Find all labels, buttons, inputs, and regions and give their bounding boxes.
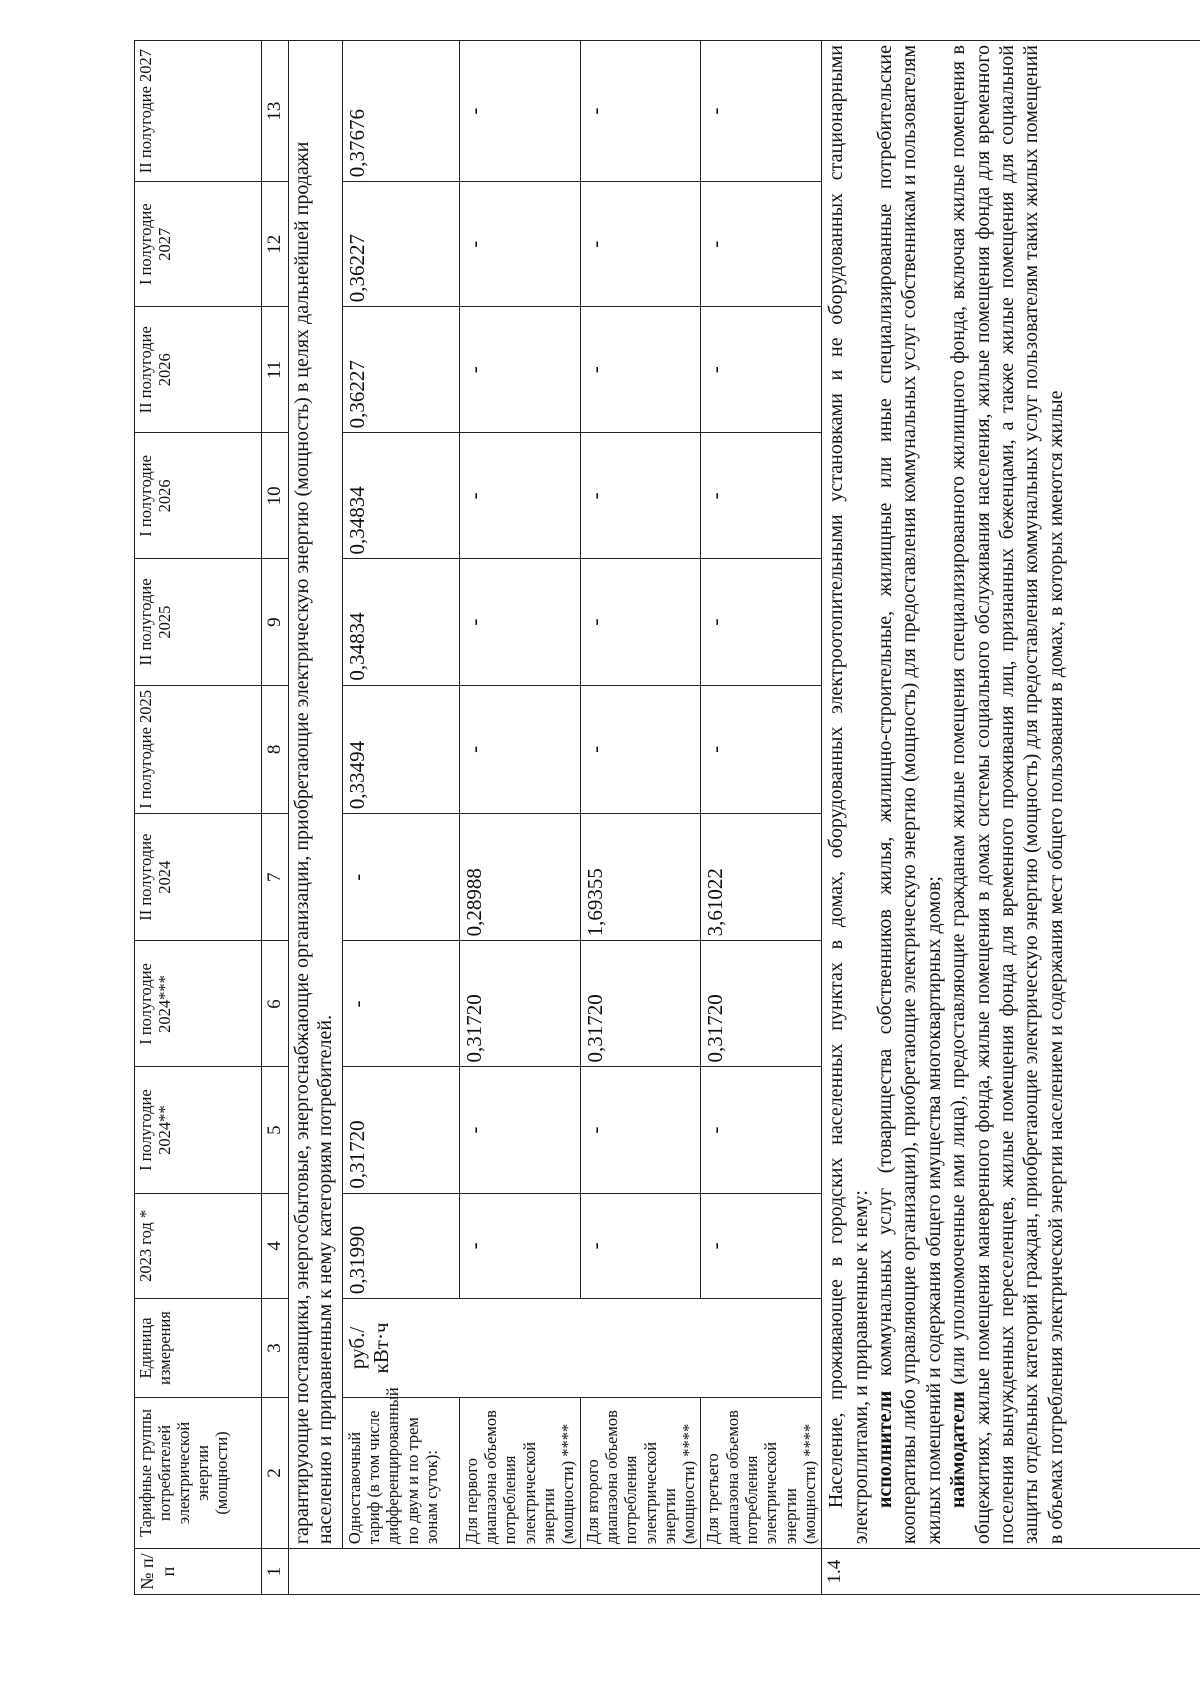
empty-index-cell — [288, 1549, 821, 1595]
value-cell: - — [701, 1067, 822, 1193]
colnum: 4 — [262, 1193, 289, 1299]
value-cell: - — [701, 182, 822, 307]
header-h2-2025: II полугодие 2025 — [135, 559, 262, 685]
value-cell: - — [701, 685, 822, 813]
value-cell: - — [459, 685, 580, 813]
bold-term: наймодатели — [947, 1391, 970, 1509]
header-h2-2024: II полугодие 2024 — [135, 814, 262, 941]
value-cell: - — [459, 41, 580, 182]
colnum: 11 — [262, 307, 289, 433]
row-label: Одноставочный тариф (в том числе дифференцированный по двум и по трем зонам суток): — [342, 1397, 459, 1548]
colnum: 10 — [262, 433, 289, 559]
value-cell: - — [580, 685, 701, 813]
row-label: Для второго диапазона объемов потребления электрической энергии (мощности) **** — [580, 1397, 701, 1548]
value-cell: - — [459, 559, 580, 685]
value-cell: - — [701, 41, 822, 182]
header-unit: Единица измерения — [135, 1299, 262, 1398]
row-index: 1.4 — [822, 1549, 1200, 1595]
header-2023: 2023 год * — [135, 1193, 262, 1299]
bold-term: исполнители — [873, 1390, 896, 1509]
colnum: 8 — [262, 685, 289, 813]
value-cell: 1,69355 — [580, 814, 701, 941]
table-row — [342, 41, 459, 1595]
value-cell: - — [580, 41, 701, 182]
value-cell: - — [342, 814, 459, 941]
value-cell: - — [459, 182, 580, 307]
header-h2-2027: II полугодие 2027 — [135, 41, 262, 182]
paragraph-intro: Население, проживающее в городских населенных пунктах в домах, оборудованных электроотопительными установками и не оборудованных стационарными электроплитами, и приравненные к нему: — [825, 45, 872, 1545]
table-header-row — [135, 41, 262, 1595]
section-heading-row — [288, 41, 342, 1595]
header-h1-2026: I полугодие 2026 — [135, 433, 262, 559]
value-cell: 0,31720 — [342, 1067, 459, 1193]
section-heading: гарантирующие поставщики, энергосбытовые, энергоснабжающие организации, приобретающие электрическую энергию (мощность) в целях дальнейшей продажи населению и приравненным к нему категориям потребителей. — [288, 41, 342, 1549]
value-cell: - — [580, 1067, 701, 1193]
header-h1-2027: I полугодие 2027 — [135, 182, 262, 307]
colnum: 1 — [262, 1549, 289, 1595]
value-cell: - — [701, 559, 822, 685]
value-cell: - — [459, 1193, 580, 1299]
value-cell: 0,34834 — [342, 433, 459, 559]
header-h1-2024a: I полугодие 2024** — [135, 1067, 262, 1193]
value-cell: - — [580, 1193, 701, 1299]
value-cell: 0,31990 — [342, 1193, 459, 1299]
value-cell: 0,28988 — [459, 814, 580, 941]
colnum: 7 — [262, 814, 289, 941]
colnum: 3 — [262, 1299, 289, 1398]
value-cell: - — [701, 1193, 822, 1299]
row-label: Для третьего диапазона объемов потребления электрической энергии (мощности) **** — [701, 1397, 822, 1548]
value-cell: - — [459, 1067, 580, 1193]
paragraph-text: коммунальных услуг (товарищества собственников жилья, жилищно-строительные, жилищные или иные специализированные потребительские кооперативы либо управляющие организации), приобретающие электрическую энергию (мощность) для предоставления коммунальных услуг собственникам и пользователям жилых помещений и содержания общего имущества многоквартирных домов; — [873, 45, 945, 1545]
value-cell: - — [580, 433, 701, 559]
unit-cell: руб./кВт·ч — [342, 1299, 821, 1398]
paragraph-text: (или уполномоченные ими лица), предоставляющие гражданам жилые помещения специализированного жилищного фонда, включая жилые помещения в общежитиях, жилые помещения маневренного фонда, жилые помещения в домах системы социального обслуживания населения, жилые помещения фонда для временного поселения вынужденных переселенцев, жилые помещения фонда для временного проживания лиц, признанных беженцами, а также жилые помещения для социальной защиты отдельных категорий граждан, приобретающие электрическую энергию (мощность) для предоставления коммунальных услуг пользователям таких жилых помещений в объемах потребления электрической энергии населением и содержания мест общего пользования в домах, в которых имеются жилые — [947, 45, 1067, 1545]
header-h1-2024b: I полугодие 2024*** — [135, 941, 262, 1067]
value-cell: - — [342, 941, 459, 1067]
value-cell: - — [459, 307, 580, 433]
header-h2-2026: II полугодие 2026 — [135, 307, 262, 433]
tariff-table — [134, 40, 1200, 1595]
value-cell: 0,36227 — [342, 307, 459, 433]
rotated-table-container — [134, 40, 1200, 1595]
colnum: 9 — [262, 559, 289, 685]
value-cell: 0,31720 — [580, 941, 701, 1067]
value-cell: - — [459, 433, 580, 559]
value-cell: 0,36227 — [342, 182, 459, 307]
value-cell: - — [580, 182, 701, 307]
value-cell: - — [580, 307, 701, 433]
value-cell: 0,31720 — [459, 941, 580, 1067]
header-h1-2025: I полугодие 2025 — [135, 685, 262, 813]
header-no: № п/п — [135, 1549, 262, 1595]
colnum: 12 — [262, 182, 289, 307]
paragraph-landlords — [946, 45, 1068, 1544]
value-cell: 0,34834 — [342, 559, 459, 685]
colnum: 6 — [262, 941, 289, 1067]
section-1-4-text — [822, 41, 1200, 1549]
value-cell: 0,37676 — [342, 41, 459, 182]
colnum: 2 — [262, 1397, 289, 1548]
value-cell: - — [701, 433, 822, 559]
value-cell: 0,33494 — [342, 685, 459, 813]
header-group: Тарифные группы потребителей электрической энергии (мощности) — [135, 1397, 262, 1548]
paragraph-executors — [873, 45, 946, 1544]
colnum: 5 — [262, 1067, 289, 1193]
colnum: 13 — [262, 41, 289, 182]
value-cell: 0,31720 — [701, 941, 822, 1067]
row-label: Для первого диапазона объемов потребления электрической энергии (мощности) **** — [459, 1397, 580, 1548]
value-cell: 3,61022 — [701, 814, 822, 941]
section-1-4-row — [822, 41, 1200, 1595]
value-cell: - — [701, 307, 822, 433]
column-number-row — [262, 41, 289, 1595]
value-cell: - — [580, 559, 701, 685]
